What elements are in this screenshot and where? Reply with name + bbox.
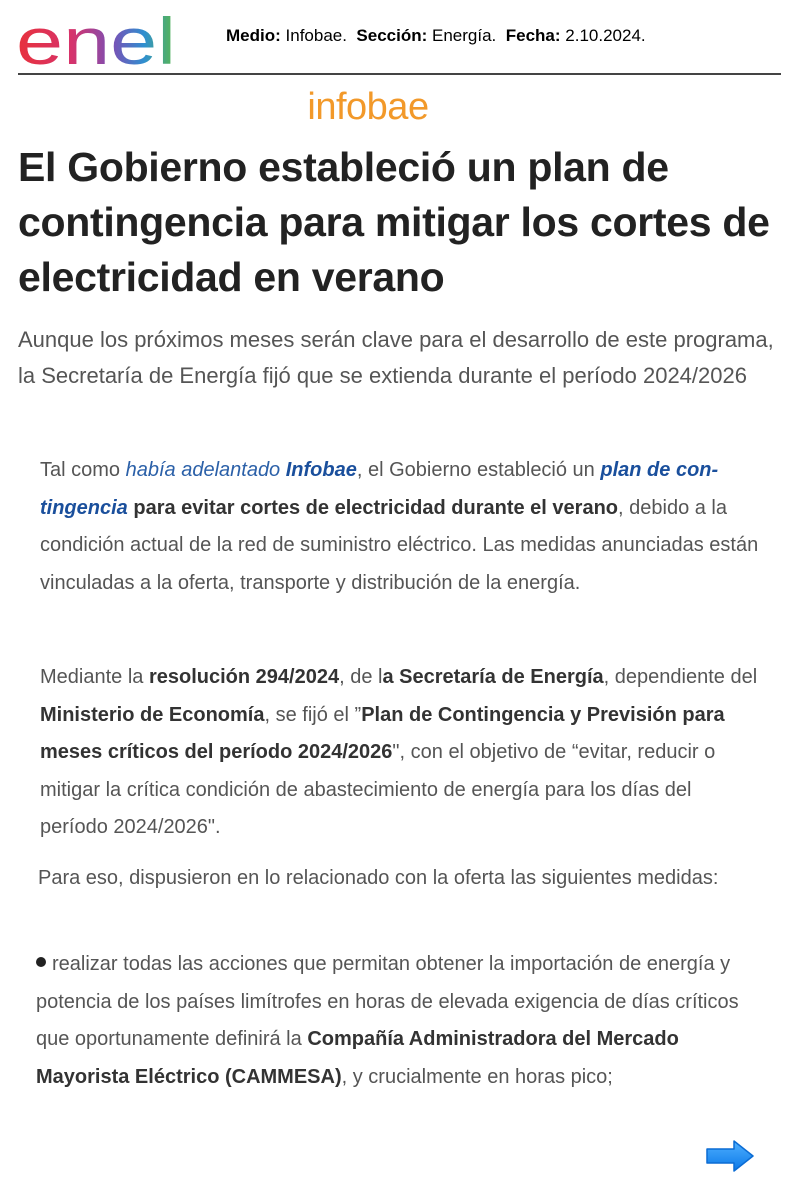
bullet-bold-cammesa: Compañía Administradora del Mercado Mayorista Eléctrico (CAMMESA) [36,1028,679,1088]
fecha-value: 2.10.2024. [565,26,646,45]
enel-logo [16,8,178,68]
p2-bold-secretaria: a Secretaría de Energía [382,666,604,688]
clipping-meta [226,26,646,46]
bullet-text-2: , y crucialmente en horas pico; [341,1065,613,1088]
p1-text-2: , el Gobierno estableció un [356,459,601,481]
paragraph-1 [40,452,760,602]
bullet-item [36,946,756,1096]
medio-value: Infobae. [285,26,347,45]
svg-text:enel: enel [16,8,176,68]
paragraph-3: Para eso, dispusieron en lo relacionado con la oferta las siguientes medidas: [38,867,719,889]
article-headline: El Gobierno estableció un plan de contingencia para mitigar los cortes de electricidad en verano [18,144,770,300]
p2-bold-resolucion: resolución 294/2024 [148,666,340,688]
arrow-right-icon[interactable] [704,1138,756,1174]
p2-text-5: ", con el objetivo de “evitar, reducir o mitigar la crítica condición de abastecimiento de energía para los días del período 2024/2026". [40,741,716,838]
link-plan-de-contingencia[interactable]: plan de con-tingencia [40,459,719,519]
medio-label: Medio: [226,26,281,45]
header-divider [18,73,781,75]
p1-bold: para evitar cortes de electricidad durante el verano [127,496,619,519]
article-subhead: Aunque los próximos meses serán clave para el desarrollo de este programa, la Secretaría de Energía fijó que se extienda durante el período 2024/2026 [18,327,774,388]
p2-text-1: Mediante la [40,666,149,688]
bullet-text-1: realizar todas las acciones que permitan obtener la importación de energía y potencia de los países limítrofes en horas de elevada exigencia de días críticos que oportunamente definirá la [36,953,739,1050]
p2-text-3: , dependiente del [603,666,758,688]
p1-text-3: , debido a la condición actual de la red de suministro eléctrico. Las medidas anunciadas están vinculadas a la oferta, transporte y distribución de la energía. [40,496,759,594]
link-habia-adelantado[interactable]: había adelantado [125,459,281,481]
p1-text-1: Tal como [40,459,126,481]
seccion-value: Energía. [432,26,497,45]
infobae-logo: infobae [307,86,429,128]
seccion-label: Sección: [356,26,428,45]
paragraph-2 [40,659,760,847]
clipping-header [0,0,800,76]
p2-text-2: , de l [339,666,383,688]
p2-text-4: , se fijó el ” [264,703,362,726]
bullet-dot-icon [36,957,46,967]
p2-bold-plan: Plan de Contingencia y Previsión para meses críticos del período 2024/2026 [40,703,725,763]
p2-bold-ministerio: Ministerio de Economía [40,703,265,726]
link-infobae[interactable]: Infobae [285,459,357,481]
fecha-label: Fecha: [505,26,561,45]
